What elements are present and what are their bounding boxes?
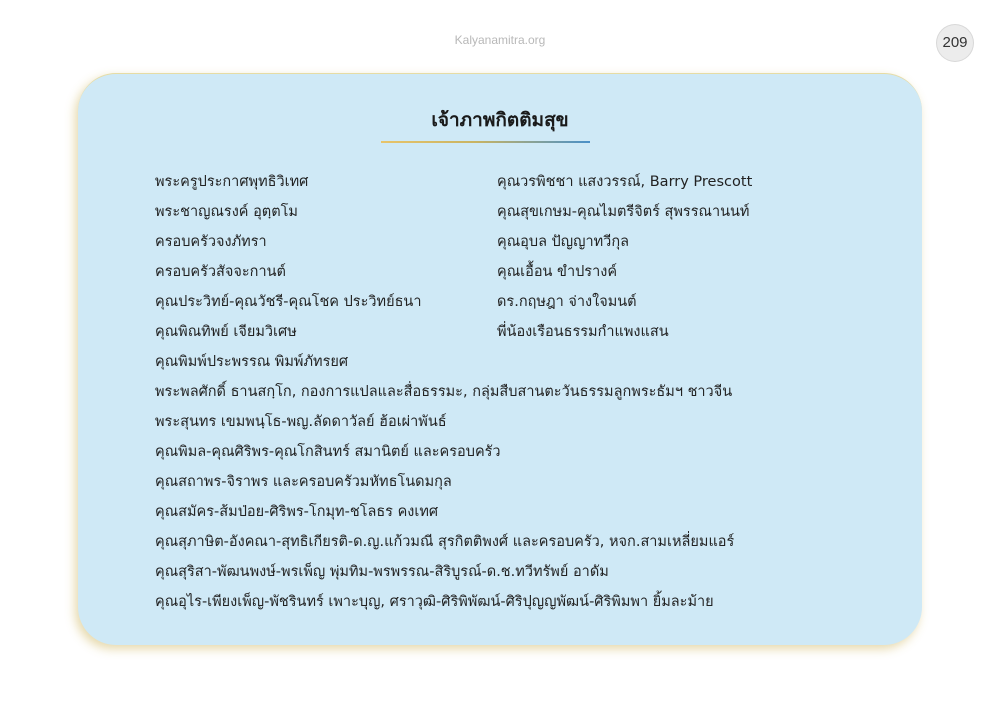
section-title: เจ้าภาพกิตติมสุข [431, 109, 569, 131]
left-name-5: คุณประวิทย์-คุณวัชรี-คุณโชค ประวิทย์ธนา [155, 294, 422, 310]
full-line-7: คุณสุริสา-พัฒนพงษ์-พรเพ็ญ พุ่มทิม-พรพรรณ-สิริบูรณ์-ด.ช.ทวีทรัพย์ อาดัม [155, 564, 609, 580]
full-line-6: คุณสุภาษิต-อังคณา-สุทธิเกียรติ-ด.ญ.แก้วมณี สุรกิตติพงศ์ และครอบครัว, หจก.สามเหลี่ยมแอร์ [155, 534, 735, 550]
left-name-1: พระครูประกาศพุทธิวิเทศ [155, 174, 309, 190]
right-name-3: คุณอุบล ปัญญาทวีกุล [497, 234, 629, 250]
title-underline [381, 141, 590, 143]
right-name-5: ดร.กฤษฎา จ่างใจมนต์ [497, 294, 637, 310]
right-name-1: คุณวรพิชชา แสงวรรณ์, Barry Prescott [497, 174, 753, 190]
full-line-8: คุณอุไร-เพียงเพ็ญ-พัชรินทร์ เพาะบุญ, ศราวุฒิ-ศิริพิพัฒน์-ศิริปุญญพัฒน์-ศิริพิมพา ยิ้มละม้าย [155, 594, 714, 610]
left-name-2: พระชาญณรงค์ อุตฺตโม [155, 204, 298, 220]
full-line-2: พระสุนทร เขมพนฺโธ-พญ.ลัดดาวัลย์ ฮ้อเผ่าพันธ์ [155, 414, 447, 430]
full-line-1: พระพลศักดิ์ ธานสกฺโก, กองการแปลและสื่อธรรมะ, กลุ่มสืบสานตะวันธรรมลูกพระธัมฯ ชาวจีน [155, 384, 733, 400]
left-name-3: ครอบครัวจงภัทรา [155, 234, 267, 250]
left-name-7: คุณพิมพ์ประพรรณ พิมพ์ภัทรยศ [155, 354, 349, 370]
right-name-4: คุณเอื้อน ขำปรางค์ [497, 264, 618, 280]
right-name-6: พี่น้องเรือนธรรมกำแพงแสน [497, 324, 669, 340]
right-name-2: คุณสุขเกษม-คุณไมตรีจิตร์ สุพรรณานนท์ [497, 204, 750, 220]
full-line-4: คุณสถาพร-จิราพร และครอบครัวมหัทธโนดมกุล [155, 474, 452, 490]
left-name-6: คุณพิณทิพย์ เจียมวิเศษ [155, 324, 297, 340]
watermark: Kalyanamitra.org [454, 33, 546, 47]
full-line-5: คุณสมัคร-ส้มป่อย-ศิริพร-โกมุท-ชโลธร คงเทศ [155, 504, 439, 520]
full-line-3: คุณพิมล-คุณศิริพร-คุณโกสินทร์ สมานิตย์ และครอบครัว [155, 444, 501, 460]
left-name-4: ครอบครัวสัจจะกานต์ [155, 264, 286, 280]
page-number: 209 [937, 25, 973, 61]
